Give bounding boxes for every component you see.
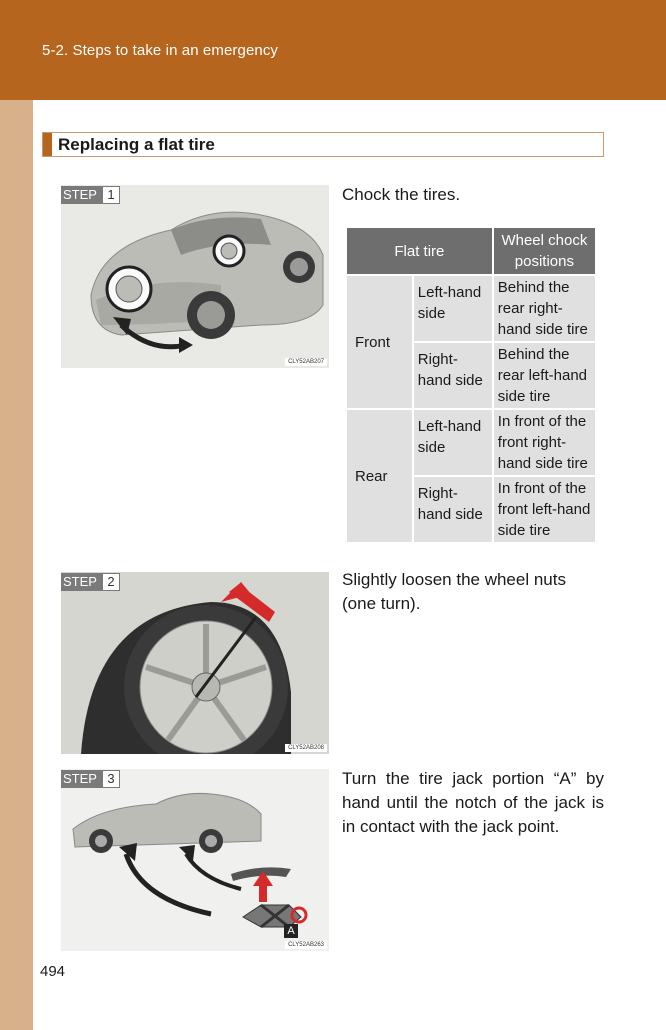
page-edge-strip bbox=[0, 100, 33, 1030]
section-heading-bar bbox=[42, 132, 604, 157]
chock-cell: In front of the front left-hand side tire bbox=[494, 477, 595, 542]
step-number: 2 bbox=[102, 573, 120, 591]
section-title: Replacing a flat tire bbox=[58, 135, 215, 154]
step-badge bbox=[61, 770, 120, 788]
page-number: 494 bbox=[40, 963, 66, 980]
step-label: STEP bbox=[61, 770, 102, 788]
step2-instruction: Slightly loosen the wheel nuts (one turn). bbox=[342, 570, 566, 613]
position-cell: Front bbox=[347, 276, 412, 408]
step1-instruction: Chock the tires. bbox=[342, 185, 461, 204]
step-label: STEP bbox=[61, 186, 102, 204]
header-flat-tire: Flat tire bbox=[347, 228, 492, 274]
wheel-nut-illustration bbox=[61, 572, 329, 754]
step-label: STEP bbox=[61, 573, 102, 591]
step1-figure bbox=[61, 185, 329, 368]
chock-cell: In front of the front right-hand side tire bbox=[494, 410, 595, 475]
step-badge bbox=[61, 186, 120, 204]
table-row bbox=[347, 276, 595, 341]
side-cell: Left-hand side bbox=[414, 276, 492, 341]
chock-cell: Behind the rear left-hand side tire bbox=[494, 343, 595, 408]
chock-cell: Behind the rear right-hand side tire bbox=[494, 276, 595, 341]
car-chock-illustration bbox=[61, 185, 329, 368]
step3-instruction: Turn the tire jack portion “A” by hand until the notch of the jack is in contact with the jack point. bbox=[342, 769, 604, 836]
step-badge bbox=[61, 573, 120, 591]
figure-code: CLY52AB263 bbox=[285, 941, 327, 949]
figure-code: CLY52AB208 bbox=[285, 744, 327, 752]
step-number: 3 bbox=[102, 770, 120, 788]
figure-code: CLY52AB207 bbox=[285, 358, 327, 366]
step3-figure bbox=[61, 769, 329, 951]
chapter-header: 5-2. Steps to take in an emergency bbox=[42, 42, 279, 59]
header-chock-positions: Wheel chock positions bbox=[494, 228, 595, 274]
callout-a: A bbox=[284, 924, 298, 938]
table-row bbox=[347, 410, 595, 475]
wheel-chock-table bbox=[345, 226, 597, 544]
side-cell: Left-hand side bbox=[414, 410, 492, 475]
table-header-row bbox=[347, 228, 595, 274]
side-cell: Right-hand side bbox=[414, 343, 492, 408]
step2-figure bbox=[61, 572, 329, 754]
section-accent bbox=[43, 133, 52, 156]
side-cell: Right-hand side bbox=[414, 477, 492, 542]
position-cell: Rear bbox=[347, 410, 412, 542]
step-number: 1 bbox=[102, 186, 120, 204]
